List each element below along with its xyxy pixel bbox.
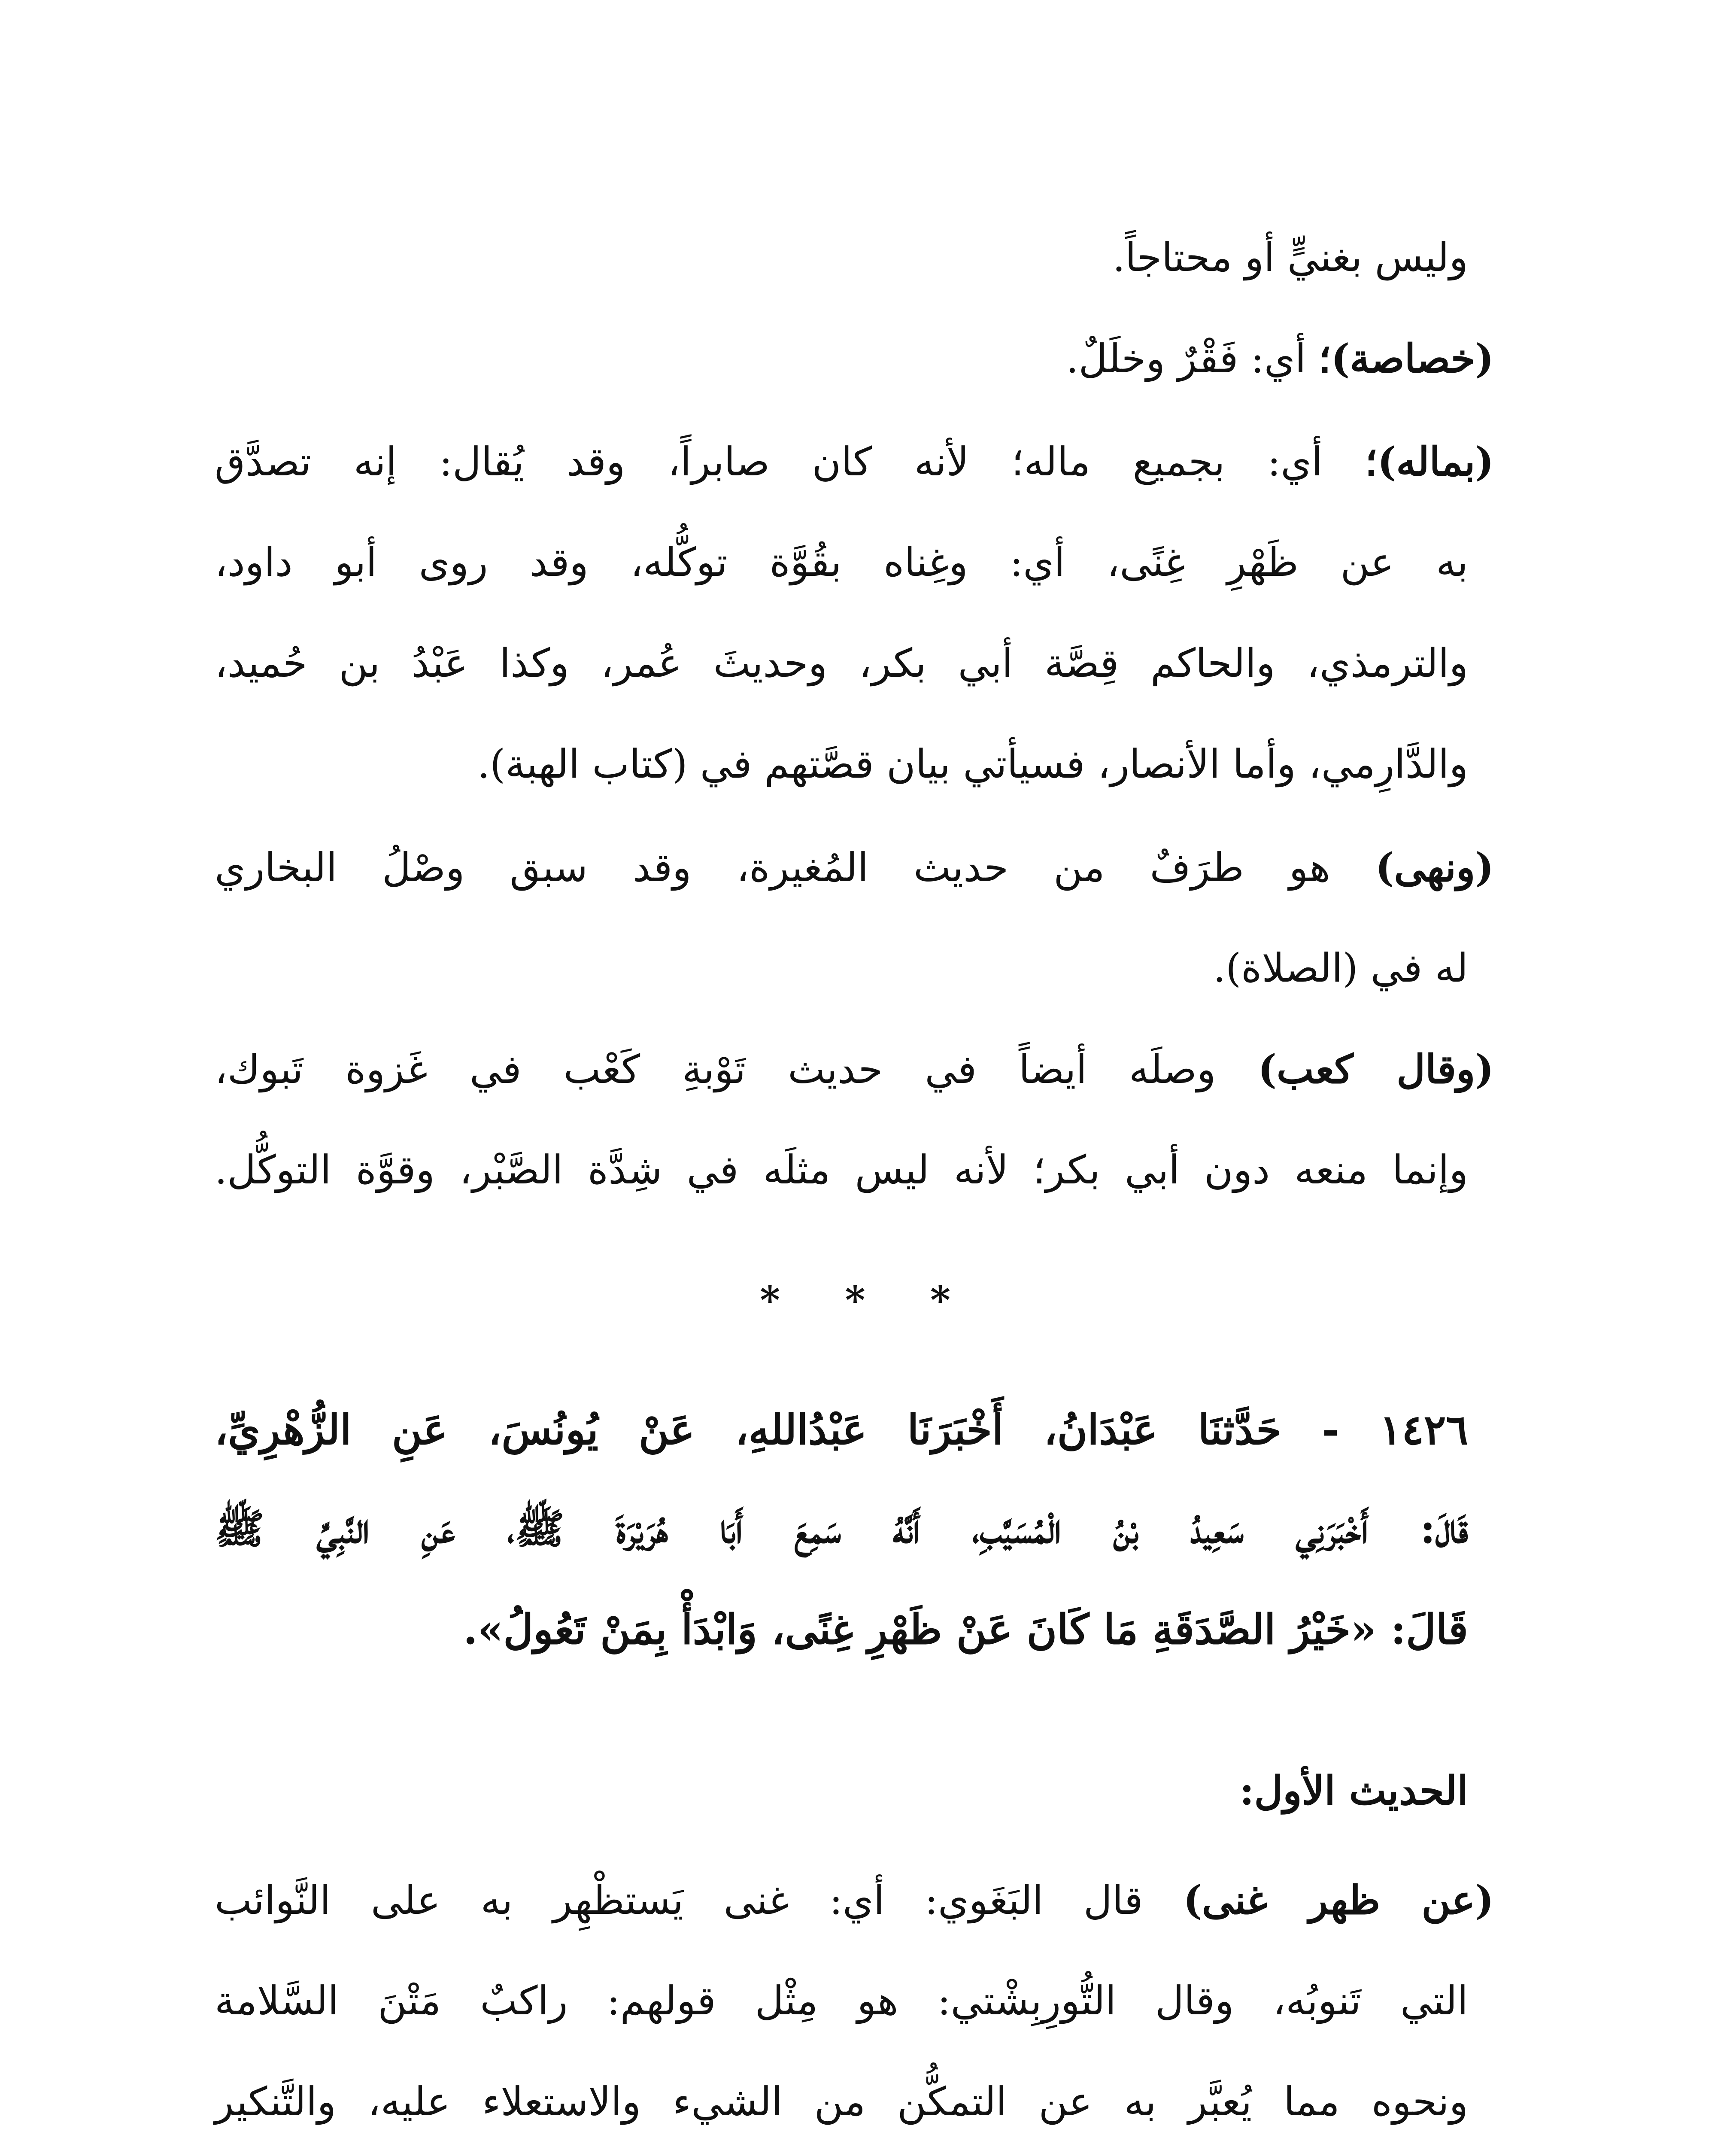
line-text: به عن ظَهْرِ غِنًى، أي: وغِناه بقُوَّة توكُّله، وقد روى أبو داود،: [215, 539, 1468, 585]
lead-term: (وقال كعب): [1258, 1046, 1494, 1092]
line-text: هو طرَفٌ من حديث المُغيرة، وقد سبق وصْلُ البخاري: [215, 845, 1375, 891]
text-line: [215, 739, 1468, 790]
lead-term: (خصاصة)؛: [1318, 335, 1494, 382]
text-line: [215, 1874, 1494, 1926]
text-line: [215, 943, 1468, 994]
section-separator: * * *: [760, 1277, 976, 1323]
lead-term: (ونهى): [1375, 844, 1494, 891]
line-text: أي: بجميع ماله؛ لأنه كان صابراً، وقد يُقال: إنه تصدَّق: [215, 439, 1365, 485]
line-text: التي تَنوبُه، وقال التُّورِبِشْتي: هو مِثْل قولهم: راكبٌ مَتْنَ السَّلامة: [215, 1978, 1468, 2024]
text-line: [215, 1975, 1468, 2027]
text-line: [215, 2076, 1468, 2128]
hadith-line: [215, 1503, 1468, 1554]
text-line: [215, 537, 1468, 588]
line-text: وليس بغنيٍّ أو محتاجاً.: [1112, 234, 1468, 280]
line-text: قال البَغَوي: أي: غنى يَستظْهِر به على النَّوائب: [215, 1877, 1184, 1923]
heading-text: الحديث الأول:: [1239, 1767, 1468, 1814]
text-line: [215, 333, 1494, 385]
line-text: أي: فَقْرٌ وخلَلٌ.: [1066, 336, 1319, 382]
line-text: له في (الصلاة).: [1213, 945, 1468, 991]
section-heading: [215, 1765, 1468, 1816]
hadith-line: [215, 1604, 1468, 1655]
line-text: وصلَه أيضاً في حديث تَوْبةِ كَعْب في غَزوة تَبوك،: [215, 1046, 1258, 1092]
text-line: [215, 232, 1468, 283]
text-line: [215, 842, 1494, 894]
line-text: ١٤٢٦ - حَدَّثنَا عَبْدَانُ، أَخْبَرَنَا عَبْدُاللهِ، عَنْ يُونُسَ، عَنِ الزُّهْرِيِّ،: [215, 1405, 1468, 1454]
lead-term: (بماله)؛: [1365, 438, 1494, 485]
lead-term: (عن ظهر غنى): [1183, 1877, 1494, 1923]
text-line: [215, 1144, 1468, 1196]
line-text: والدَّارِمي، وأما الأنصار، فسيأتي بيان قصَّتهم في (كتاب الهبة).: [477, 741, 1468, 787]
line-text: ونحوه مما يُعبَّر به عن التمكُّن من الشيء والاستعلاء عليه، والتَّنكير: [215, 2079, 1468, 2125]
line-text: قَالَ: أَخْبَرَنِي سَعِيدُ بْنُ الْمُسَيَّبِ، أَنَّهُ سَمِعَ أَبَا هُرَيْرَةَ ﷺ، عَنِ النَّبِيِّ ﷺ: [215, 1504, 1468, 1553]
line-text: قَالَ: «خَيْرُ الصَّدَقَةِ مَا كَانَ عَنْ ظَهْرِ غِنًى، وَابْدَأْ بِمَنْ تَعُولُ».: [463, 1605, 1468, 1654]
hadith-line: [215, 1404, 1468, 1456]
line-text: والترمذي، والحاكم قِصَّة أبي بكر، وحديثَ عُمر، وكذا عَبْدُ بن حُميد،: [215, 640, 1468, 686]
text-line: [215, 638, 1468, 689]
text-line: [215, 436, 1494, 488]
line-text: وإنما منعه دون أبي بكر؛ لأنه ليس مثلَه في شِدَّة الصَّبْر، وقوَّة التوكُّل.: [215, 1147, 1468, 1193]
text-line: [215, 1043, 1494, 1095]
